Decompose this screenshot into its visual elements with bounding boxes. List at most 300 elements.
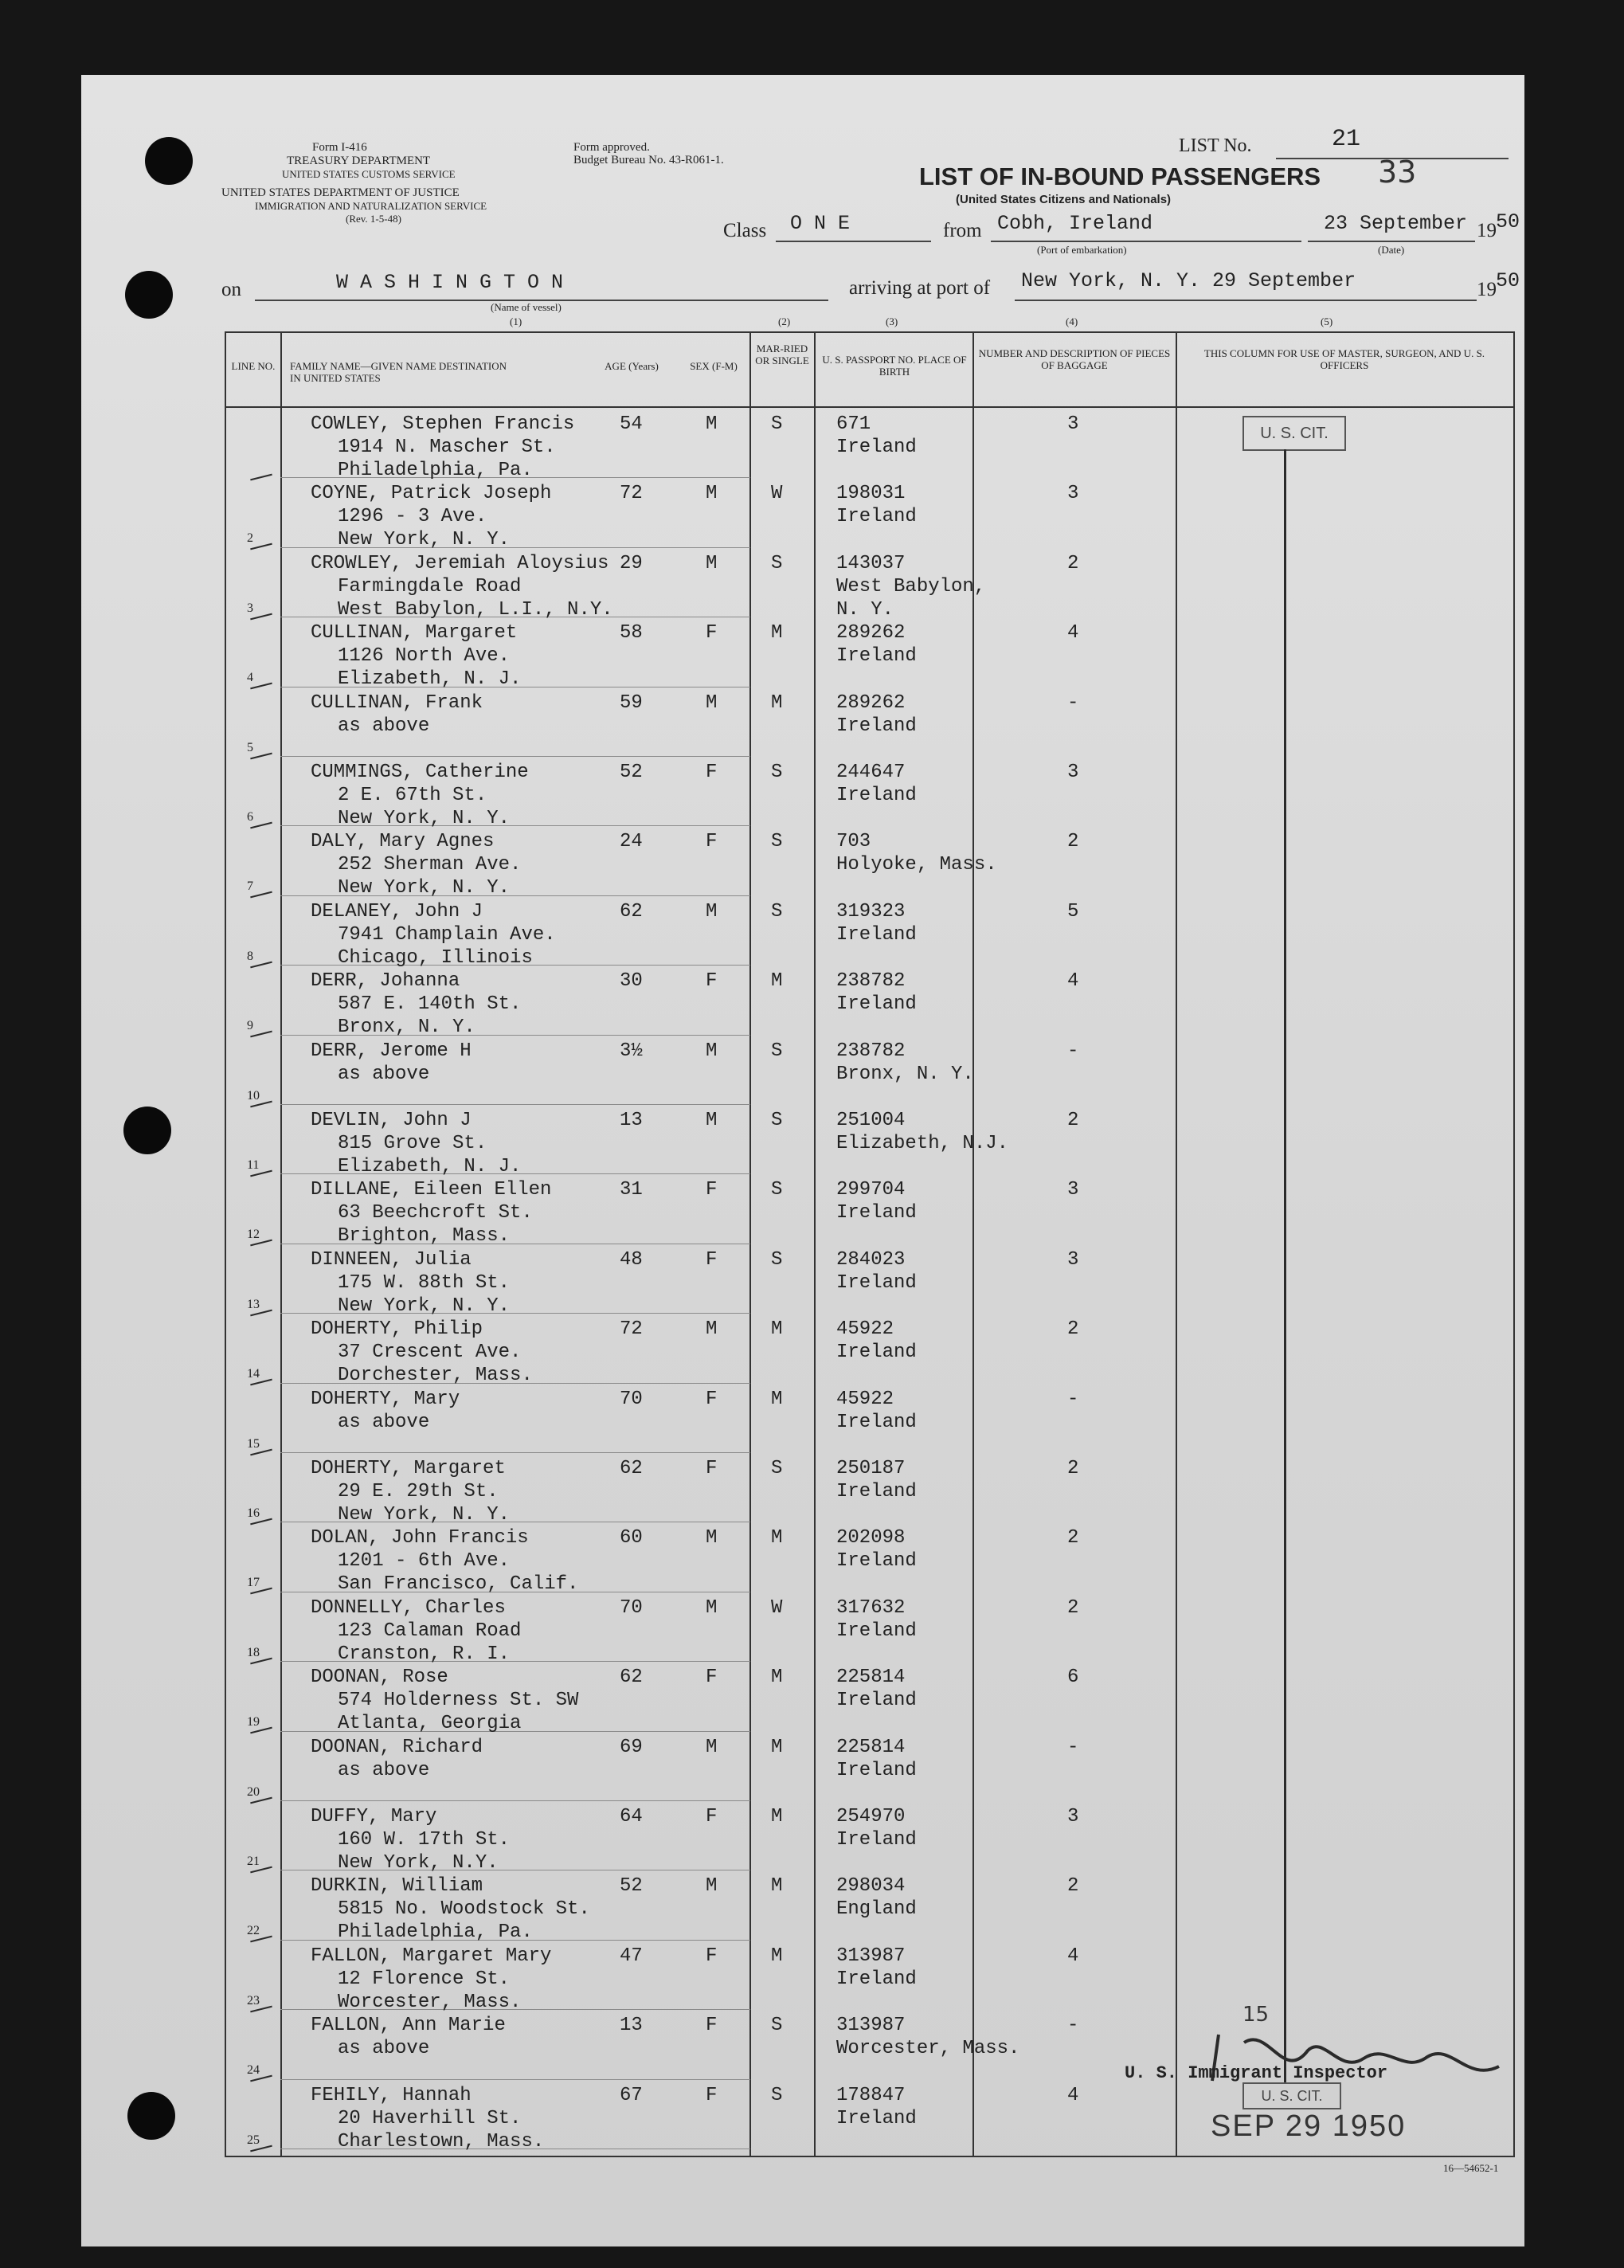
passenger-age: 29 — [620, 552, 643, 574]
vessel-name: W A S H I N G T O N — [336, 271, 564, 294]
line-number: 5 — [247, 740, 253, 754]
passenger-age: 72 — [620, 1318, 643, 1341]
baggage-count: 4 — [1067, 2084, 1079, 2106]
document-page — [81, 75, 1524, 2246]
passport-number: 289262 — [836, 622, 906, 644]
place-of-birth: Ireland — [836, 1550, 917, 1573]
address-line-2: Charlestown, Mass. — [338, 2130, 545, 2152]
passenger-age: 13 — [620, 2015, 643, 2037]
place-of-birth: England — [836, 1898, 917, 1921]
passenger-name: DELANEY, John J — [311, 900, 483, 922]
address-line-1: 63 Beechcroft St. — [338, 1202, 533, 1224]
us-citizen-stamp-bottom: U. S. CIT. — [1242, 2082, 1341, 2109]
place-of-birth: Holyoke, Mass. — [836, 854, 997, 876]
passenger-sex: M — [706, 552, 718, 574]
address-line-1: 2 E. 67th St. — [338, 785, 487, 806]
address-line-1: 1914 N. Mascher St. — [338, 437, 556, 458]
baggage-count: 4 — [1067, 1945, 1079, 1967]
address-line-2: New York, N. Y. — [338, 808, 511, 829]
revision-date: (Rev. 1-5-48) — [346, 213, 401, 225]
passenger-name: FALLON, Ann Marie — [311, 2015, 506, 2037]
passenger-sex: M — [706, 1736, 718, 1758]
row-divider — [280, 1452, 750, 1453]
place-of-birth: Ireland — [836, 1690, 917, 1712]
line-number: 4 — [247, 671, 253, 685]
passenger-sex: M — [706, 1527, 718, 1549]
passport-number: 313987 — [836, 1945, 906, 1967]
address-line-1: 160 W. 17th St. — [338, 1829, 511, 1851]
passenger-name: DOHERTY, Margaret — [311, 1458, 506, 1479]
place-of-birth: Elizabeth, N.J. — [836, 1133, 1009, 1154]
column-number: (1) — [510, 315, 522, 327]
passenger-name: DEVLIN, John J — [311, 1110, 472, 1131]
address-line-2: Atlanta, Georgia — [338, 1713, 522, 1735]
passport-number: 299704 — [836, 1179, 906, 1201]
immigration-service: IMMIGRATION AND NATURALIZATION SERVICE — [255, 200, 487, 212]
col-header-married: MAR-RIED OR SINGLE — [755, 343, 809, 366]
address-line-1: as above — [338, 1063, 430, 1085]
passenger-sex: M — [706, 413, 718, 435]
passenger-name: CROWLEY, Jeremiah Aloysius — [311, 552, 609, 574]
address-line-1: 123 Calaman Road — [338, 1620, 522, 1642]
line-number: 9 — [247, 1019, 253, 1033]
punch-hole — [123, 1107, 171, 1154]
marital-status: S — [771, 1110, 783, 1131]
baggage-count: 5 — [1067, 900, 1079, 922]
address-line-1: 252 Sherman Ave. — [338, 854, 522, 876]
passenger-sex: F — [706, 762, 718, 783]
passport-number: 202098 — [836, 1527, 906, 1549]
row-divider — [280, 1104, 750, 1105]
column-number: (4) — [1066, 315, 1078, 327]
place-of-birth: Ireland — [836, 1411, 917, 1433]
baggage-count: - — [1067, 2015, 1079, 2037]
line-number: 12 — [247, 1228, 260, 1242]
baggage-count: 4 — [1067, 622, 1079, 644]
passport-number: 198031 — [836, 483, 906, 505]
passenger-age: 52 — [620, 762, 643, 783]
place-of-birth: Ireland — [836, 1481, 917, 1502]
baggage-count: 3 — [1067, 1248, 1079, 1271]
baggage-count: - — [1067, 1040, 1079, 1062]
passport-number: 225814 — [836, 1736, 906, 1758]
handwritten-note: 15 — [1242, 2003, 1270, 2027]
baggage-count: - — [1067, 691, 1079, 714]
address-line-1: 29 E. 29th St. — [338, 1481, 499, 1502]
passenger-sex: F — [706, 970, 718, 993]
place-of-birth: Ireland — [836, 923, 917, 946]
baggage-count: 2 — [1067, 552, 1079, 574]
place-of-birth: Bronx, N. Y. — [836, 1063, 974, 1085]
passenger-age: 30 — [620, 970, 643, 993]
address-line-2: Bronx, N. Y. — [338, 1016, 475, 1039]
passenger-name: DOHERTY, Philip — [311, 1318, 483, 1341]
passenger-sex: F — [706, 1945, 718, 1967]
on-label: on — [221, 279, 241, 300]
passenger-name: DOONAN, Rose — [311, 1667, 448, 1689]
passport-number: 45922 — [836, 1318, 894, 1341]
class-value: O N E — [790, 212, 851, 235]
place-of-birth: Ireland — [836, 1620, 917, 1642]
department-of-justice: UNITED STATES DEPARTMENT OF JUSTICE — [221, 186, 460, 199]
marital-status: S — [771, 2015, 783, 2037]
place-of-birth: Ireland — [836, 2107, 917, 2129]
col-header-officers: THIS COLUMN FOR USE OF MASTER, SURGEON, AND U. S. OFFICERS — [1203, 347, 1485, 371]
marital-status: S — [771, 900, 783, 922]
baggage-count: 3 — [1067, 762, 1079, 783]
line-number: 24 — [247, 2063, 260, 2078]
line-number: 3 — [247, 601, 253, 615]
line-number: 13 — [247, 1297, 260, 1311]
list-title: LIST OF IN-BOUND PASSENGERS — [919, 163, 1321, 190]
place-of-birth: Ireland — [836, 506, 917, 528]
marital-status: M — [771, 1736, 783, 1758]
passenger-name: CUMMINGS, Catherine — [311, 762, 529, 783]
address-line-2: West Babylon, L.I., N.Y. — [338, 598, 613, 621]
passenger-name: DILLANE, Eileen Ellen — [311, 1179, 552, 1201]
passenger-sex: M — [706, 1318, 718, 1341]
address-line-2: Elizabeth, N. J. — [338, 668, 522, 691]
passenger-name: COYNE, Patrick Joseph — [311, 483, 552, 505]
passport-number: 671 — [836, 413, 871, 435]
passenger-sex: M — [706, 1040, 718, 1062]
address-line-2: New York, N. Y. — [338, 1295, 511, 1317]
vessel-caption: (Name of vessel) — [491, 301, 562, 313]
col-header-name: FAMILY NAME—GIVEN NAME DESTINATION IN UNITED STATES — [290, 360, 507, 384]
address-line-1: 20 Haverhill St. — [338, 2107, 522, 2129]
date-stamp: SEP 29 1950 — [1211, 2109, 1407, 2143]
treasury-department: TREASURY DEPARTMENT — [287, 155, 431, 167]
passport-number: 45922 — [836, 1388, 894, 1410]
passport-number: 289262 — [836, 691, 906, 714]
passenger-name: DOHERTY, Mary — [311, 1388, 460, 1410]
passenger-age: 13 — [620, 1110, 643, 1131]
passenger-sex: M — [706, 900, 718, 922]
baggage-count: 3 — [1067, 1806, 1079, 1827]
place-of-birth: Ireland — [836, 437, 917, 458]
place-of-birth: Ireland — [836, 1829, 917, 1851]
baggage-count: 3 — [1067, 483, 1079, 505]
line-number: 6 — [247, 810, 253, 824]
marital-status: S — [771, 1248, 783, 1271]
passenger-age: 52 — [620, 1875, 643, 1898]
budget-bureau: Budget Bureau No. 43-R061-1. — [573, 154, 724, 166]
port-caption: (Port of embarkation) — [1037, 244, 1127, 256]
place-of-birth: Worcester, Mass. — [836, 2038, 1020, 2060]
place-of-birth: Ireland — [836, 645, 917, 668]
place-of-birth: Ireland — [836, 1968, 917, 1990]
passenger-sex: M — [706, 1110, 718, 1131]
address-line-2: Cranston, R. I. — [338, 1643, 511, 1665]
passenger-sex: F — [706, 2015, 718, 2037]
passport-number: 298034 — [836, 1875, 906, 1898]
baggage-count: 2 — [1067, 1318, 1079, 1341]
line-number: 20 — [247, 1784, 260, 1799]
from-label: from — [943, 220, 982, 241]
passenger-sex: F — [706, 1248, 718, 1271]
passenger-age: 47 — [620, 1945, 643, 1967]
baggage-count: 4 — [1067, 970, 1079, 993]
passenger-name: DERR, Johanna — [311, 970, 460, 993]
passport-number: 319323 — [836, 900, 906, 922]
list-subtitle: (United States Citizens and Nationals) — [956, 193, 1172, 206]
passenger-age: 60 — [620, 1527, 643, 1549]
passenger-age: 70 — [620, 1388, 643, 1410]
passport-number: 250187 — [836, 1458, 906, 1479]
marital-status: M — [771, 1875, 783, 1898]
passenger-age: 62 — [620, 1667, 643, 1689]
address-line-2: Philadelphia, Pa. — [338, 460, 533, 481]
address-line-1: 1296 - 3 Ave. — [338, 506, 487, 528]
col-header-age: AGE (Years) — [605, 360, 659, 372]
address-line-1: 1201 - 6th Ave. — [338, 1550, 511, 1573]
baggage-count: 2 — [1067, 1110, 1079, 1131]
baggage-count: 2 — [1067, 1527, 1079, 1549]
baggage-count: 2 — [1067, 1458, 1079, 1479]
passenger-name: DINNEEN, Julia — [311, 1248, 472, 1271]
marital-status: M — [771, 970, 783, 993]
marital-status: M — [771, 1945, 783, 1967]
marital-status: S — [771, 831, 783, 853]
passenger-sex: F — [706, 2084, 718, 2106]
address-line-2: New York, N. Y. — [338, 1504, 511, 1526]
place-of-birth: Ireland — [836, 1202, 917, 1224]
passenger-name: CULLINAN, Margaret — [311, 622, 518, 644]
line-number: 7 — [247, 879, 253, 894]
address-line-2: Brighton, Mass. — [338, 1225, 511, 1248]
address-line-1: as above — [338, 1759, 430, 1781]
line-number: 11 — [247, 1158, 260, 1172]
column-number: (2) — [778, 315, 791, 327]
list-number: 21 — [1332, 126, 1361, 153]
footer-code: 16—54652-1 — [1443, 2162, 1499, 2174]
place-of-birth: Ireland — [836, 715, 917, 737]
marital-status: S — [771, 552, 783, 574]
place-of-birth: West Babylon, — [836, 575, 986, 597]
row-divider — [280, 1800, 750, 1801]
passenger-age: 58 — [620, 622, 643, 644]
passenger-sex: F — [706, 1388, 718, 1410]
line-number: 2 — [247, 531, 253, 546]
address-line-1: 587 E. 140th St. — [338, 993, 522, 1016]
passenger-name: DUFFY, Mary — [311, 1806, 437, 1827]
passport-number: 317632 — [836, 1596, 906, 1619]
arrival-year-suffix: 50 — [1496, 269, 1520, 292]
address-line-2: New York, N.Y. — [338, 1852, 499, 1874]
inspector-title: U. S. Immigrant Inspector — [1125, 2063, 1388, 2083]
passenger-age: 62 — [620, 1458, 643, 1479]
form-number: Form I-416 — [312, 141, 367, 154]
address-line-1: 12 Florence St. — [338, 1968, 511, 1990]
baggage-count: 3 — [1067, 1179, 1079, 1201]
line-number: 17 — [247, 1576, 260, 1590]
col-header-baggage: NUMBER AND DESCRIPTION OF PIECES OF BAGGAGE — [978, 347, 1171, 371]
row-divider — [280, 2079, 750, 2080]
passenger-age: 3½ — [620, 1040, 643, 1062]
marital-status: S — [771, 762, 783, 783]
year-suffix: 50 — [1496, 210, 1520, 233]
marital-status: M — [771, 1667, 783, 1689]
punch-hole — [127, 2092, 175, 2140]
passenger-name: DALY, Mary Agnes — [311, 831, 495, 853]
passenger-age: 69 — [620, 1736, 643, 1758]
baggage-count: 6 — [1067, 1667, 1079, 1689]
passenger-sex: M — [706, 483, 718, 505]
marital-status: S — [771, 1179, 783, 1201]
marital-status: M — [771, 1388, 783, 1410]
passport-number: 238782 — [836, 1040, 906, 1062]
marital-status: W — [771, 1596, 783, 1619]
passport-number: 244647 — [836, 762, 906, 783]
line-number: 10 — [247, 1088, 260, 1103]
marital-status: M — [771, 1806, 783, 1827]
address-line-1: Farmingdale Road — [338, 575, 522, 597]
baggage-count: 3 — [1067, 413, 1079, 435]
passport-number: 313987 — [836, 2015, 906, 2037]
passenger-name: DOONAN, Richard — [311, 1736, 483, 1758]
form-approved: Form approved. — [573, 141, 650, 154]
punch-hole — [145, 137, 193, 185]
arriving-label: arriving at port of — [849, 277, 991, 299]
line-number: 16 — [247, 1506, 260, 1520]
passenger-age: 62 — [620, 900, 643, 922]
passport-number: 238782 — [836, 970, 906, 993]
place-of-birth: Ireland — [836, 785, 917, 806]
arrival-year-prefix: 19 — [1477, 279, 1497, 300]
address-line-1: 37 Crescent Ave. — [338, 1342, 522, 1364]
marital-status: M — [771, 691, 783, 714]
us-citizen-stamp: U. S. CIT. — [1242, 416, 1346, 451]
marital-status: W — [771, 483, 783, 505]
address-line-2: New York, N. Y. — [338, 877, 511, 899]
line-number: 19 — [247, 1715, 260, 1729]
baggage-count: 2 — [1067, 1875, 1079, 1898]
passenger-name: FALLON, Margaret Mary — [311, 1945, 552, 1967]
baggage-count: 2 — [1067, 1596, 1079, 1619]
passenger-sex: F — [706, 1667, 718, 1689]
marital-status: S — [771, 2084, 783, 2106]
list-no-label: LIST No. — [1179, 135, 1252, 156]
list-number-alt: 33 — [1378, 155, 1417, 190]
marital-status: M — [771, 1527, 783, 1549]
passenger-sex: F — [706, 1179, 718, 1201]
line-number: 25 — [247, 2133, 260, 2147]
ditto-rule — [1284, 449, 1286, 2082]
embarkation-date: 23 September — [1324, 212, 1468, 235]
row-divider — [280, 756, 750, 757]
passenger-sex: F — [706, 622, 718, 644]
col-header-line: LINE NO. — [231, 360, 276, 372]
line-number: 22 — [247, 1924, 260, 1938]
passenger-name: DERR, Jerome H — [311, 1040, 472, 1062]
baggage-count: - — [1067, 1736, 1079, 1758]
passenger-name: DURKIN, William — [311, 1875, 483, 1898]
passenger-age: 59 — [620, 691, 643, 714]
class-label: Class — [723, 220, 767, 241]
baggage-count: - — [1067, 1388, 1079, 1410]
passenger-name: DONNELLY, Charles — [311, 1596, 506, 1619]
address-line-2: Philadelphia, Pa. — [338, 1921, 533, 1944]
year-prefix: 19 — [1477, 220, 1497, 241]
passport-number: 225814 — [836, 1667, 906, 1689]
address-line-1: 5815 No. Woodstock St. — [338, 1898, 590, 1921]
place-of-birth-line-2: N. Y. — [836, 598, 894, 621]
place-of-birth: Ireland — [836, 1759, 917, 1781]
passport-number: 703 — [836, 831, 871, 853]
baggage-count: 2 — [1067, 831, 1079, 853]
customs-service: UNITED STATES CUSTOMS SERVICE — [282, 168, 456, 180]
passenger-sex: F — [706, 831, 718, 853]
place-of-birth: Ireland — [836, 1271, 917, 1294]
marital-status: S — [771, 1040, 783, 1062]
address-line-2: Worcester, Mass. — [338, 1991, 522, 2013]
marital-status: M — [771, 1318, 783, 1341]
address-line-1: 574 Holderness St. SW — [338, 1690, 579, 1712]
passenger-sex: M — [706, 691, 718, 714]
passenger-name: DOLAN, John Francis — [311, 1527, 529, 1549]
date-caption: (Date) — [1378, 244, 1405, 256]
marital-status: S — [771, 1458, 783, 1479]
address-line-2: New York, N. Y. — [338, 529, 511, 551]
line-number: 21 — [247, 1855, 260, 1868]
line-number: 14 — [247, 1367, 260, 1381]
marital-status: S — [771, 413, 783, 435]
place-of-birth: Ireland — [836, 1342, 917, 1364]
passport-number: 178847 — [836, 2084, 906, 2106]
passport-number: 251004 — [836, 1110, 906, 1131]
passenger-age: 70 — [620, 1596, 643, 1619]
address-line-1: 1126 North Ave. — [338, 645, 511, 668]
marital-status: M — [771, 622, 783, 644]
address-line-1: as above — [338, 1411, 430, 1433]
line-number: 23 — [247, 1993, 260, 2008]
passport-number: 143037 — [836, 552, 906, 574]
address-line-2: Dorchester, Mass. — [338, 1365, 533, 1387]
place-of-birth: Ireland — [836, 993, 917, 1016]
passenger-name: FEHILY, Hannah — [311, 2084, 472, 2106]
passenger-sex: M — [706, 1596, 718, 1619]
passenger-age: 67 — [620, 2084, 643, 2106]
punch-hole — [125, 271, 173, 319]
passenger-age: 64 — [620, 1806, 643, 1827]
column-number: (5) — [1321, 315, 1333, 327]
passenger-age: 54 — [620, 413, 643, 435]
line-number: 18 — [247, 1645, 260, 1659]
passenger-sex: M — [706, 1875, 718, 1898]
column-number: (3) — [886, 315, 898, 327]
col-header-sex: SEX (F-M) — [690, 360, 738, 372]
passenger-name: CULLINAN, Frank — [311, 691, 483, 714]
line-number: 15 — [247, 1436, 260, 1451]
passenger-age: 48 — [620, 1248, 643, 1271]
address-line-2: Elizabeth, N. J. — [338, 1156, 522, 1177]
address-line-1: 175 W. 88th St. — [338, 1271, 511, 1294]
address-line-1: 815 Grove St. — [338, 1133, 487, 1154]
passenger-name: COWLEY, Stephen Francis — [311, 413, 575, 435]
address-line-1: as above — [338, 715, 430, 737]
col-header-passport: U. S. PASSPORT NO. PLACE OF BIRTH — [822, 354, 967, 378]
address-line-2: Chicago, Illinois — [338, 946, 533, 969]
address-line-1: 7941 Champlain Ave. — [338, 923, 556, 946]
passenger-age: 31 — [620, 1179, 643, 1201]
address-line-2: San Francisco, Calif. — [338, 1573, 579, 1596]
passenger-age: 24 — [620, 831, 643, 853]
passenger-age: 72 — [620, 483, 643, 505]
line-number: 8 — [247, 949, 253, 963]
passport-number: 254970 — [836, 1806, 906, 1827]
passenger-sex: F — [706, 1458, 718, 1479]
arrival-port-date: New York, N. Y. 29 September — [1021, 269, 1356, 292]
